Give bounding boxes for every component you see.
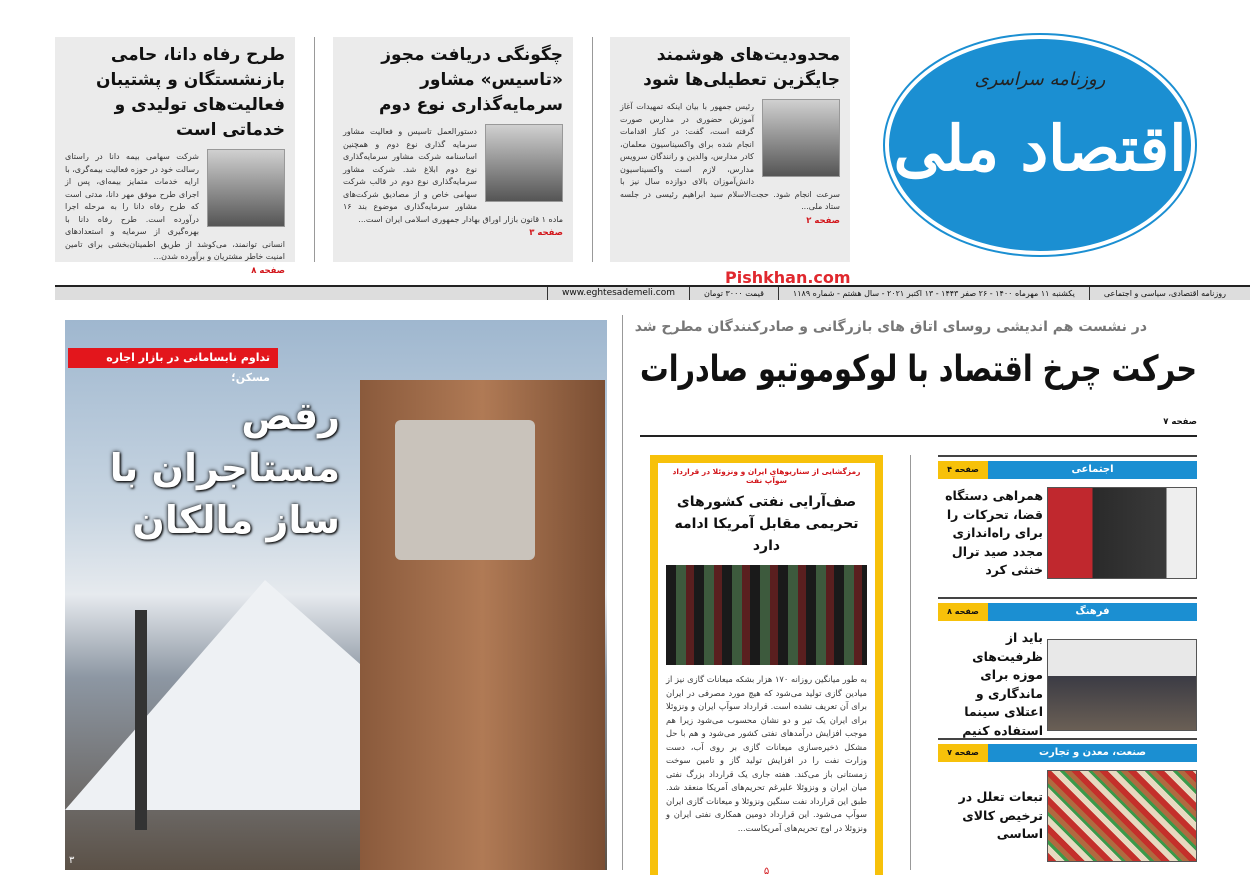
- logo-name: اقتصاد ملی: [893, 112, 1187, 185]
- teaser-photo: [207, 149, 285, 227]
- divider: [622, 315, 623, 870]
- section-title: باید از ظرفیت‌های موزه برای ماندگاری و اعتلای سینما استفاده کنیم: [962, 630, 1043, 738]
- lead-title: حرکت چرخ اقتصاد با لوکوموتیو صادرات: [639, 349, 1197, 390]
- section-culture[interactable]: [938, 597, 1197, 740]
- teaser-body: دستورالعمل تاسیس و فعالیت مشاور سرمایه گذاری نوع دوم و همچنین اساسنامه شرکت مشاور سرمایه‌گذاری نوع دوم ابلاغ شد. شرکت مشاور سرمایه‌گذاری نوع دوم در قالب شرکت سهامی خاص و از مصادیق شرکت‌های مشاور سرمایه‌گذاری موضوع بند ۱۶ ماده ۱ قانون بازار اوراق بهادار جمهوری اسلامی ایران است...: [343, 127, 563, 224]
- divider: [640, 435, 1197, 437]
- oil-story[interactable]: [650, 455, 883, 875]
- teaser-body: رئیس جمهور با بیان اینکه تمهیدات آغاز آموزش حضوری در مدارس صورت گرفته است، گفت: در کنار اقدامات انجام شده برای واکسیناسیون معلمان، کادر مدارس، والدین و رانندگان سرویس مدارس، لازم است واکسیناسیون دانش‌آموزان بالای دوازده سال نیز با سرعت انجام شود. حجت‌الاسلام سید ابراهیم رئیسی در جلسه ستاد ملی...: [620, 102, 840, 211]
- teaser-2[interactable]: [333, 37, 573, 262]
- newspaper-logo: [885, 35, 1195, 255]
- oil-page[interactable]: ۵: [763, 866, 770, 877]
- section-page[interactable]: صفحه ۷: [938, 744, 988, 762]
- section-social[interactable]: [938, 455, 1197, 580]
- oil-title: صف‌آرایی نفتی کشورهای تحریمی مقابل آمریکا ادامه دارد: [674, 494, 859, 554]
- oil-kicker: رمزگشایی از سناریوهای ایران و ونزوئلا در قرارداد سوآپ نفت: [672, 467, 861, 485]
- logo-subtitle: روزنامه سراسری: [974, 69, 1106, 90]
- teaser-title: محدودیت‌های هوشمند جایگزین تعطیلی‌ها شود: [643, 45, 840, 90]
- section-label: اجتماعی: [988, 461, 1197, 479]
- section-photo: [1047, 639, 1197, 731]
- teaser-body: شرکت سهامی بیمه دانا در راستای رسالت خود در حوزه فعالیت بیمه‌گری، با ارایه خدمات متمایز بیمه‌ای، پس از اجرای طرح موفق مهر دانا، مدتی است که طرح رفاه دانا را به مرحله اجرا درآورده است. طرح رفاه دانا با بهره‌گیری از سرمایه و استعدادهای انسانی توانمند، می‌کوشد از طریق اطمینان‌بخشی برای تامین امنیت خاطر مشتریان و برآورده شدن...: [65, 152, 285, 261]
- photo-story[interactable]: [65, 320, 607, 870]
- strip-date: یکشنبه ۱۱ مهرماه ۱۴۰۰ - ۲۶ صفر ۱۴۴۳ - ۱۳ اکتبر ۲۰۲۱ - سال هشتم - شماره ۱۱۸۹: [778, 287, 1089, 300]
- teaser-page[interactable]: صفحه ۳: [529, 228, 563, 238]
- section-photo: [1047, 487, 1197, 579]
- oil-body: به طور میانگین روزانه ۱۷۰ هزار بشکه میعانات گازی نیز از میادین گازی تولید می‌شود که هیچ مورد مصرفی در ایران برای آن تعریف نشده است. قرارداد سوآپ ایران و ونزوئلا برای ایران یک تیر و دو نشان محسوب می‌شود زیرا هم موجب افزایش درآمدهای نفتی کشور می‌شود و هم با حل مشکل ذخیره‌سازی میعانات گازی بر روی آب، دست وزارت نفت را در افزایش تولید گاز و تامین سوخت زمستانی باز می‌کند. هفته جاری یک قرارداد بزرگ نفتی میان ایران و ونزوئلا علیرغم تحریم‌های آمریکا منعقد شد. طبق این قرارداد نفت سنگین ونزوئلا و میعانات گازی ایران سوآپ می‌شود. این قرارداد دومین همکاری نفتی ایران و ونزوئلا در اوج تحریم‌های آمریکاست...: [666, 674, 867, 833]
- teaser-title: چگونگی دریافت مجوز «تاسیس» مشاور سرمایه‌گذاری نوع دوم: [378, 45, 563, 115]
- lead-page[interactable]: صفحه ۷: [1163, 417, 1197, 427]
- photo-story-page: ۳: [69, 855, 75, 866]
- section-title: تبعات تعلل در ترخیص کالای اساسی: [958, 789, 1043, 842]
- lead-kicker: در نشست هم اندیشی روسای اتاق های بازرگانی و صادرکنندگان مطرح شد: [634, 319, 1147, 335]
- divider: [592, 37, 593, 262]
- section-label: فرهنگ: [988, 603, 1197, 621]
- section-page[interactable]: صفحه ۴: [938, 461, 988, 479]
- strip-price: قیمت ۳۰۰۰ تومان: [689, 287, 778, 300]
- teaser-photo: [762, 99, 840, 177]
- photo-story-kicker: تداوم نابسامانی در بازار اجاره مسکن؛: [68, 348, 278, 368]
- section-industry[interactable]: [938, 738, 1197, 862]
- info-strip: [55, 285, 1250, 300]
- teaser-1[interactable]: [610, 37, 850, 262]
- watermark: Pishkhan.com: [725, 268, 851, 287]
- section-photo: [1047, 770, 1197, 862]
- oil-barrels-image: [666, 565, 867, 665]
- teaser-3[interactable]: [55, 37, 295, 276]
- photo-story-title: رقص مستاجران با ساز مالکان: [109, 394, 340, 542]
- building-top-image: [395, 420, 535, 560]
- teaser-page[interactable]: صفحه ۸: [251, 265, 285, 276]
- strip-section: روزنامه اقتصادی، سیاسی و اجتماعی: [1089, 287, 1240, 300]
- teaser-page[interactable]: صفحه ۲: [806, 215, 840, 226]
- section-page[interactable]: صفحه ۸: [938, 603, 988, 621]
- lead-story[interactable]: [634, 318, 1197, 443]
- teaser-photo: [485, 124, 563, 202]
- tower-image: [135, 610, 147, 830]
- divider: [910, 455, 911, 870]
- strip-website[interactable]: www.eghtesademeli.com: [547, 287, 689, 300]
- teaser-title: طرح رفاه دانا، حامی بازنشستگان و پشتیبان فعالیت‌های تولیدی و خدماتی است: [95, 45, 285, 140]
- section-label: صنعت، معدن و تجارت: [988, 744, 1197, 762]
- section-title: همراهی دستگاه قضا، تحرکات را برای راه‌اندازی مجدد صید ترال خنثی کرد: [945, 488, 1043, 577]
- divider: [314, 37, 315, 262]
